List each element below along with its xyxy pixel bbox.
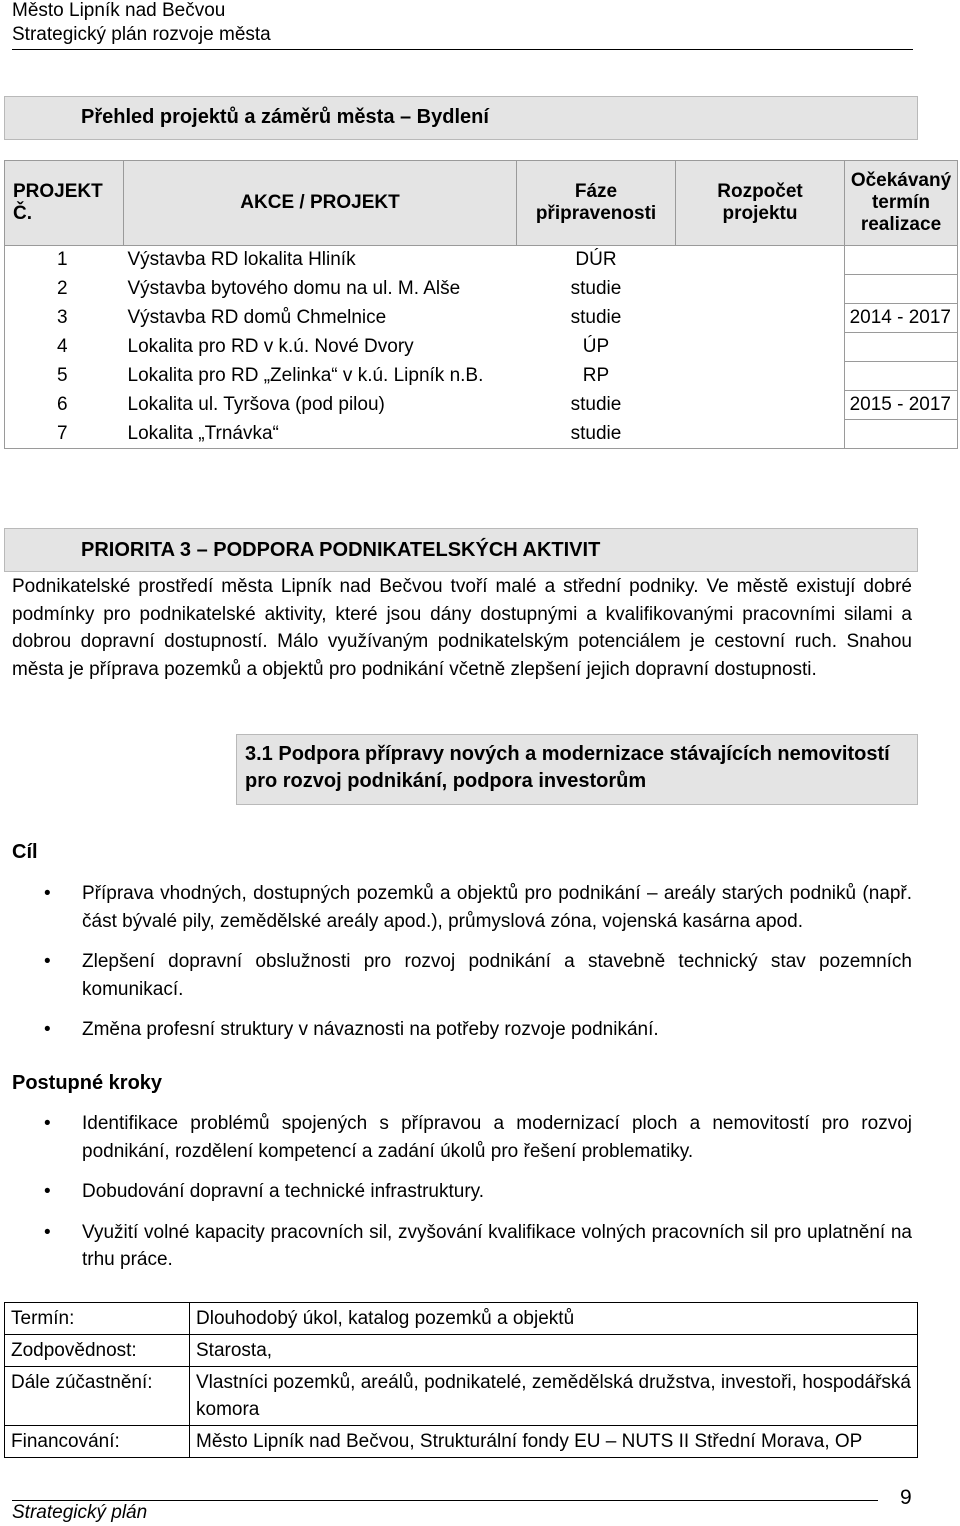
col-header-term: Očekávaný termín realizace xyxy=(845,161,958,246)
measure-title: 3.1 Podpora přípravy nových a modernizace stávajících nemovitostí pro rozvoj podnikání, podpora investorům xyxy=(245,743,890,792)
project-term-cell: 2015 - 2017 xyxy=(845,391,958,420)
list-item-text: Příprava vhodných, dostupných pozemků a objektů pro podnikání – areály starých podniků (např. část bývalé pily, zemědělské areály apod.), průmyslová zóna, vojenská kasárna apod. xyxy=(82,883,912,932)
project-phase-cell: ÚP xyxy=(582,336,610,357)
page-number: 9 xyxy=(900,1486,912,1509)
project-name-cell: Výstavba RD domů Chmelnice xyxy=(127,307,387,328)
list-item xyxy=(40,1110,912,1165)
project-name-cell: Výstavba RD lokalita Hliník xyxy=(127,249,356,271)
header-town: Město Lipník nad Bečvou xyxy=(12,0,226,21)
list-item-text: Zlepšení dopravní obslužnosti pro rozvoj podnikání a stavebně technický stav pozemních komunikací. xyxy=(82,951,912,1000)
priority-title: PRIORITA 3 – PODPORA PODNIKATELSKÝCH AKTIVIT xyxy=(81,539,601,561)
bullet-icon: • xyxy=(44,951,51,972)
info-row xyxy=(5,1335,918,1367)
project-phase-cell: studie xyxy=(570,307,622,328)
project-name-cell: Výstavba bytového domu na ul. M. Alše xyxy=(127,278,461,299)
list-item xyxy=(40,948,912,1003)
header-document: Strategický plán rozvoje města xyxy=(12,24,271,45)
project-budget-cell xyxy=(676,333,845,362)
bullet-icon: • xyxy=(44,1221,51,1243)
priority-title-box xyxy=(4,528,918,572)
steps-label: Postupné kroky xyxy=(12,1072,163,1094)
project-name-cell: Lokalita pro RD v k.ú. Nové Dvory xyxy=(127,336,414,357)
project-row xyxy=(5,304,958,333)
project-no-cell: 5 xyxy=(5,362,124,391)
footer-divider xyxy=(12,1500,878,1501)
info-value: Vlastníci pozemků, areálů, podnikatelé, zemědělská družstva, investoři, hospodářská komora xyxy=(190,1367,918,1426)
list-item xyxy=(40,1178,912,1206)
list-item xyxy=(40,1016,912,1044)
bullet-icon: • xyxy=(44,1113,51,1134)
project-term-cell xyxy=(845,333,958,362)
project-budget-cell xyxy=(676,391,845,420)
list-item-text: Dobudování dopravní a technické infrastruktury. xyxy=(82,1181,485,1202)
col-header-phase: Fáze připravenosti xyxy=(517,161,676,246)
project-term-cell: 2014 - 2017 xyxy=(845,304,958,333)
projects-table xyxy=(4,160,958,449)
project-row xyxy=(5,420,958,449)
bullet-icon: • xyxy=(44,883,51,904)
info-table xyxy=(4,1302,918,1458)
info-key: Financování: xyxy=(5,1426,190,1458)
measure-title-box xyxy=(236,734,918,805)
project-row xyxy=(5,246,958,275)
project-phase-cell: studie xyxy=(517,420,676,449)
info-row xyxy=(5,1426,918,1458)
list-item xyxy=(40,880,912,935)
project-phase-cell: RP xyxy=(582,365,610,386)
project-term-cell xyxy=(845,362,958,391)
col-header-action: AKCE / PROJEKT xyxy=(124,161,517,246)
project-row xyxy=(5,333,958,362)
projects-table-header xyxy=(5,161,958,246)
project-row xyxy=(5,362,958,391)
header-divider xyxy=(12,49,913,50)
info-key: Zodpovědnost: xyxy=(5,1335,190,1367)
project-row xyxy=(5,275,958,304)
list-item xyxy=(40,1219,912,1274)
goal-label: Cíl xyxy=(12,841,38,863)
info-key: Termín: xyxy=(5,1303,190,1335)
steps-list xyxy=(40,1110,912,1287)
project-budget-cell xyxy=(676,275,845,304)
project-no-cell: 3 xyxy=(5,304,124,333)
bullet-icon: • xyxy=(44,1181,51,1202)
bullet-icon: • xyxy=(44,1019,51,1040)
project-phase-cell: studie xyxy=(570,394,622,415)
project-no-cell: 7 xyxy=(5,420,124,449)
project-phase-cell: studie xyxy=(570,278,622,299)
project-term-cell xyxy=(845,275,958,304)
project-name-cell: Lokalita ul. Tyršova (pod pilou) xyxy=(127,394,385,415)
info-key: Dále zúčastnění: xyxy=(5,1367,190,1426)
project-no-cell: 1 xyxy=(5,246,124,275)
project-phase-cell: DÚR xyxy=(575,249,617,271)
project-name-cell: Lokalita „Trnávka“ xyxy=(124,420,517,449)
project-term-cell xyxy=(845,246,958,275)
project-no-cell: 6 xyxy=(5,391,124,420)
project-budget-cell xyxy=(676,246,845,275)
project-no-cell: 2 xyxy=(5,275,124,304)
project-no-cell: 4 xyxy=(5,333,124,362)
list-item-text: Změna profesní struktury v návaznosti na potřeby rozvoje podnikání. xyxy=(82,1019,659,1040)
list-item-text: Identifikace problémů spojených s přípravou a modernizací ploch a nemovitostí pro rozvoj podnikání, rozdělení kompetencí a zadání úkolů pro řešení problematiky. xyxy=(82,1113,912,1162)
info-value: Město Lipník nad Bečvou, Strukturální fondy EU – NUTS II Střední Morava, OP xyxy=(190,1426,918,1458)
list-item-text: Využití volné kapacity pracovních sil, zvyšování kvalifikace volných pracovních sil pro uplatnění na trhu práce. xyxy=(82,1221,912,1270)
project-budget-cell xyxy=(676,420,845,449)
goal-list xyxy=(40,880,912,1057)
project-row xyxy=(5,391,958,420)
priority-text: Podnikatelské prostředí města Lipník nad Bečvou tvoří malé a střední podniky. Ve městě existují dobré podmínky pro podnikatelské aktivity, které jsou dány dostupnými a kvalifikovanými pracovními silami a dobrou dopravní dostupností. Málo využívaným podnikatelským potenciálem je cestovní ruch. Snahou města je příprava pozemků a objektů pro podnikání včetně zlepšení jejich dopravní dostupnosti. xyxy=(12,576,912,680)
project-budget-cell xyxy=(676,304,845,333)
info-value: Starosta, xyxy=(190,1335,918,1367)
project-name-cell: Lokalita pro RD „Zelinka“ v k.ú. Lipník n.B. xyxy=(127,365,484,386)
section-title: Přehled projektů a záměrů města – Bydlení xyxy=(81,106,489,128)
project-budget-cell xyxy=(676,362,845,391)
info-row xyxy=(5,1367,918,1426)
info-value: Dlouhodobý úkol, katalog pozemků a objektů xyxy=(190,1303,918,1335)
footer-title: Strategický plán xyxy=(12,1502,148,1523)
col-header-project-no: PROJEKT Č. xyxy=(5,161,124,246)
col-header-budget: Rozpočet projektu xyxy=(676,161,845,246)
info-row xyxy=(5,1303,918,1335)
project-term-cell xyxy=(845,420,958,449)
section-title-box xyxy=(4,96,918,140)
